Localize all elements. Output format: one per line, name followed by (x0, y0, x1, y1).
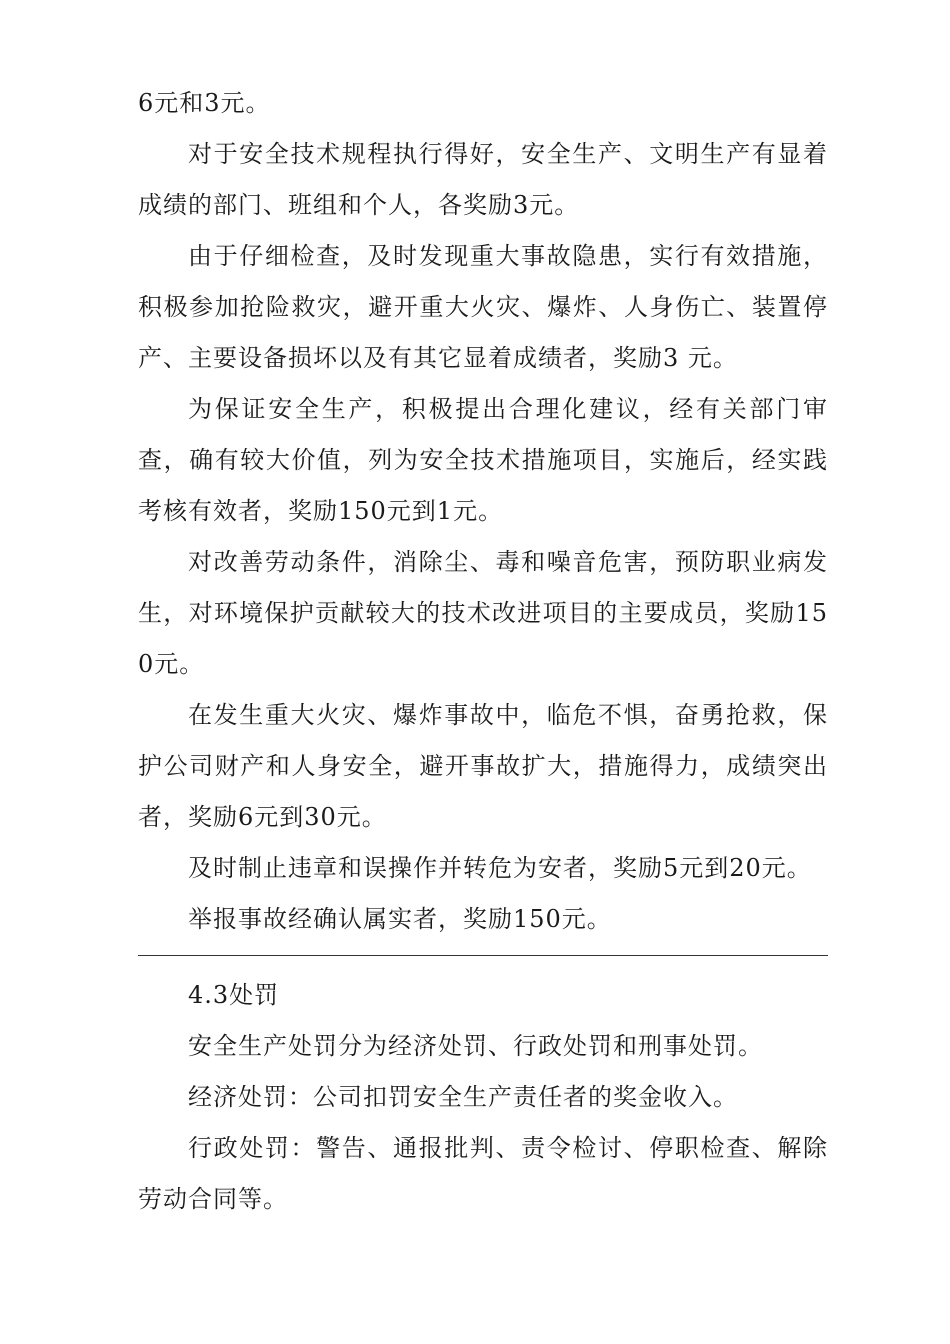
paragraph-reward-stop-violation: 及时制止违章和误操作并转危为安者，奖励5元到20元。 (188, 854, 812, 882)
paragraph-reward-hazard: 由于仔细检查，及时发现重大事故隐患，实行有效措施，积极参加抢险救灾，避开重大火灾、爆炸、人身伤亡、装置停产、主要设备损坏以及有其它显着成绩者，奖励3 元。 (138, 242, 828, 372)
paragraph-reward-conditions: 对改善劳动条件，消除尘、毒和噪音危害，预防职业病发生，对环境保护贡献较大的技术改进项目的主要成员，奖励150元。 (138, 548, 828, 678)
paragraph-administrative-penalty: 行政处罚：警告、通报批判、责令检讨、停职检查、解除劳动合同等。 (138, 1134, 828, 1213)
paragraph-penalty-types: 安全生产处罚分为经济处罚、行政处罚和刑事处罚。 (188, 1032, 763, 1060)
paragraph-reward-rescue: 在发生重大火灾、爆炸事故中，临危不惧，奋勇抢救，保护公司财产和人身安全，避开事故扩大，措施得力，成绩突出者，奖励6元到30元。 (138, 701, 828, 831)
document-page (138, 78, 828, 1225)
paragraph-reward-report: 举报事故经确认属实者，奖励150元。 (188, 905, 612, 933)
section-divider (138, 955, 828, 956)
paragraph-continuation: 6元和3元。 (138, 89, 271, 117)
paragraph-economic-penalty: 经济处罚：公司扣罚安全生产责任者的奖金收入。 (188, 1083, 738, 1111)
section-heading: 4.3处罚 (188, 981, 280, 1009)
paragraph-reward-suggestion: 为保证安全生产，积极提出合理化建议，经有关部门审查，确有较大价值，列为安全技术措施项目，实施后，经实践考核有效者，奖励150元到1元。 (138, 395, 828, 525)
paragraph-reward-rules: 对于安全技术规程执行得好，安全生产、文明生产有显着成绩的部门、班组和个人，各奖励3元。 (138, 140, 828, 219)
